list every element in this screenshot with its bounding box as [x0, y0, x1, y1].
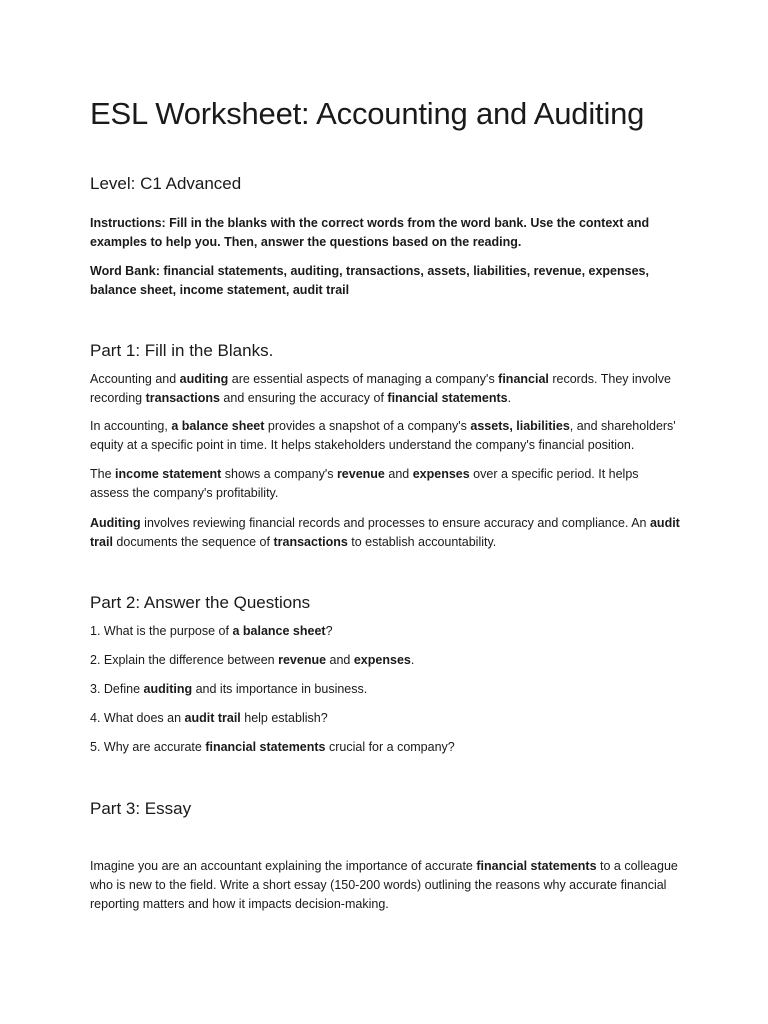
question-3 [90, 680, 367, 699]
part1-paragraph-2 [90, 417, 680, 455]
text-run: 1. What is the purpose of [90, 624, 233, 638]
keyword-expenses: expenses [353, 653, 411, 667]
keyword-financial-statements: financial statements [476, 859, 597, 873]
part2-heading: Part 2: Answer the Questions [90, 593, 311, 612]
text-run: The [90, 467, 116, 481]
text-run: In accounting, [90, 419, 172, 433]
keyword-revenue: revenue [278, 653, 327, 667]
text-run: and its importance in business. [192, 682, 368, 696]
part3-paragraph [90, 857, 680, 914]
part3-heading: Part 3: Essay [90, 799, 192, 818]
part1-paragraph-3 [90, 465, 680, 503]
keyword-auditing: auditing [143, 682, 193, 696]
text-run: help establish? [240, 711, 328, 725]
text-run: to a colleague who is new to the field. Write a short essay (150-200 words) outlining the reasons why accurate financial reporting matters and how it impacts decision-making. [90, 859, 678, 911]
text-run: 2. Explain the difference between [90, 653, 279, 667]
keyword-auditing: auditing [179, 372, 229, 386]
instructions-text: Instructions: Fill in the blanks with the correct words from the word bank. Use the context and examples to help you. Then, answer the questions based on the reading. [90, 216, 650, 249]
keyword-audit-trail: audit trail [184, 711, 241, 725]
text-run: over a specific period. It helps assess the company's profitability. [90, 467, 639, 500]
text-run: records. They involve recording [90, 372, 671, 405]
keyword-assets-liabilities: assets, liabilities [470, 419, 570, 433]
text-run: ? [325, 624, 333, 638]
keyword-auditing: Auditing [90, 516, 141, 530]
question-2 [90, 651, 414, 670]
text-run: Imagine you are an accountant explaining the importance of accurate [90, 859, 477, 873]
part1-paragraph-4 [90, 514, 680, 552]
word-bank-text: Word Bank: financial statements, auditing, transactions, assets, liabilities, revenue, expenses, balance sheet, income statement, audit trail [90, 264, 649, 297]
keyword-financial: financial [498, 372, 549, 386]
question-4 [90, 709, 328, 728]
text-run: 3. Define [90, 682, 144, 696]
text-run: 5. Why are accurate [90, 740, 206, 754]
keyword-expenses: expenses [412, 467, 470, 481]
keyword-revenue: revenue [336, 467, 385, 481]
text-run: Accounting and [90, 372, 180, 386]
text-run: . [507, 391, 512, 405]
question-1 [90, 622, 333, 641]
part1-paragraph-1 [90, 370, 680, 408]
part1-heading: Part 1: Fill in the Blanks. [90, 341, 274, 360]
text-run: provides a snapshot of a company's [264, 419, 471, 433]
text-run: and ensuring the accuracy of [219, 391, 388, 405]
keyword-balance-sheet: a balance sheet [232, 624, 326, 638]
question-5 [90, 738, 455, 757]
text-run: crucial for a company? [325, 740, 455, 754]
keyword-transactions: transactions [273, 535, 348, 549]
text-run: involves reviewing financial records and processes to ensure accuracy and compliance. An [140, 516, 650, 530]
keyword-income-statement: income statement [115, 467, 222, 481]
text-run: documents the sequence of [112, 535, 274, 549]
level-heading: Level: C1 Advanced [90, 174, 242, 193]
keyword-audit-trail: audit trail [90, 516, 680, 549]
text-run: and [326, 653, 354, 667]
keyword-transactions: transactions [145, 391, 220, 405]
text-run: shows a company's [221, 467, 337, 481]
text-run: and [384, 467, 413, 481]
keyword-financial-statements: financial statements [205, 740, 326, 754]
text-run: 4. What does an [90, 711, 185, 725]
text-run: , and shareholders' equity at a specific point in time. It helps stakeholders understand the company's financial position. [90, 419, 676, 452]
keyword-balance-sheet: a balance sheet [171, 419, 265, 433]
page-title: ESL Worksheet: Accounting and Auditing [90, 96, 645, 131]
text-run: to establish accountability. [347, 535, 497, 549]
text-run: are essential aspects of managing a company's [228, 372, 499, 386]
text-run: . [410, 653, 415, 667]
keyword-financial-statements: financial statements [387, 391, 508, 405]
